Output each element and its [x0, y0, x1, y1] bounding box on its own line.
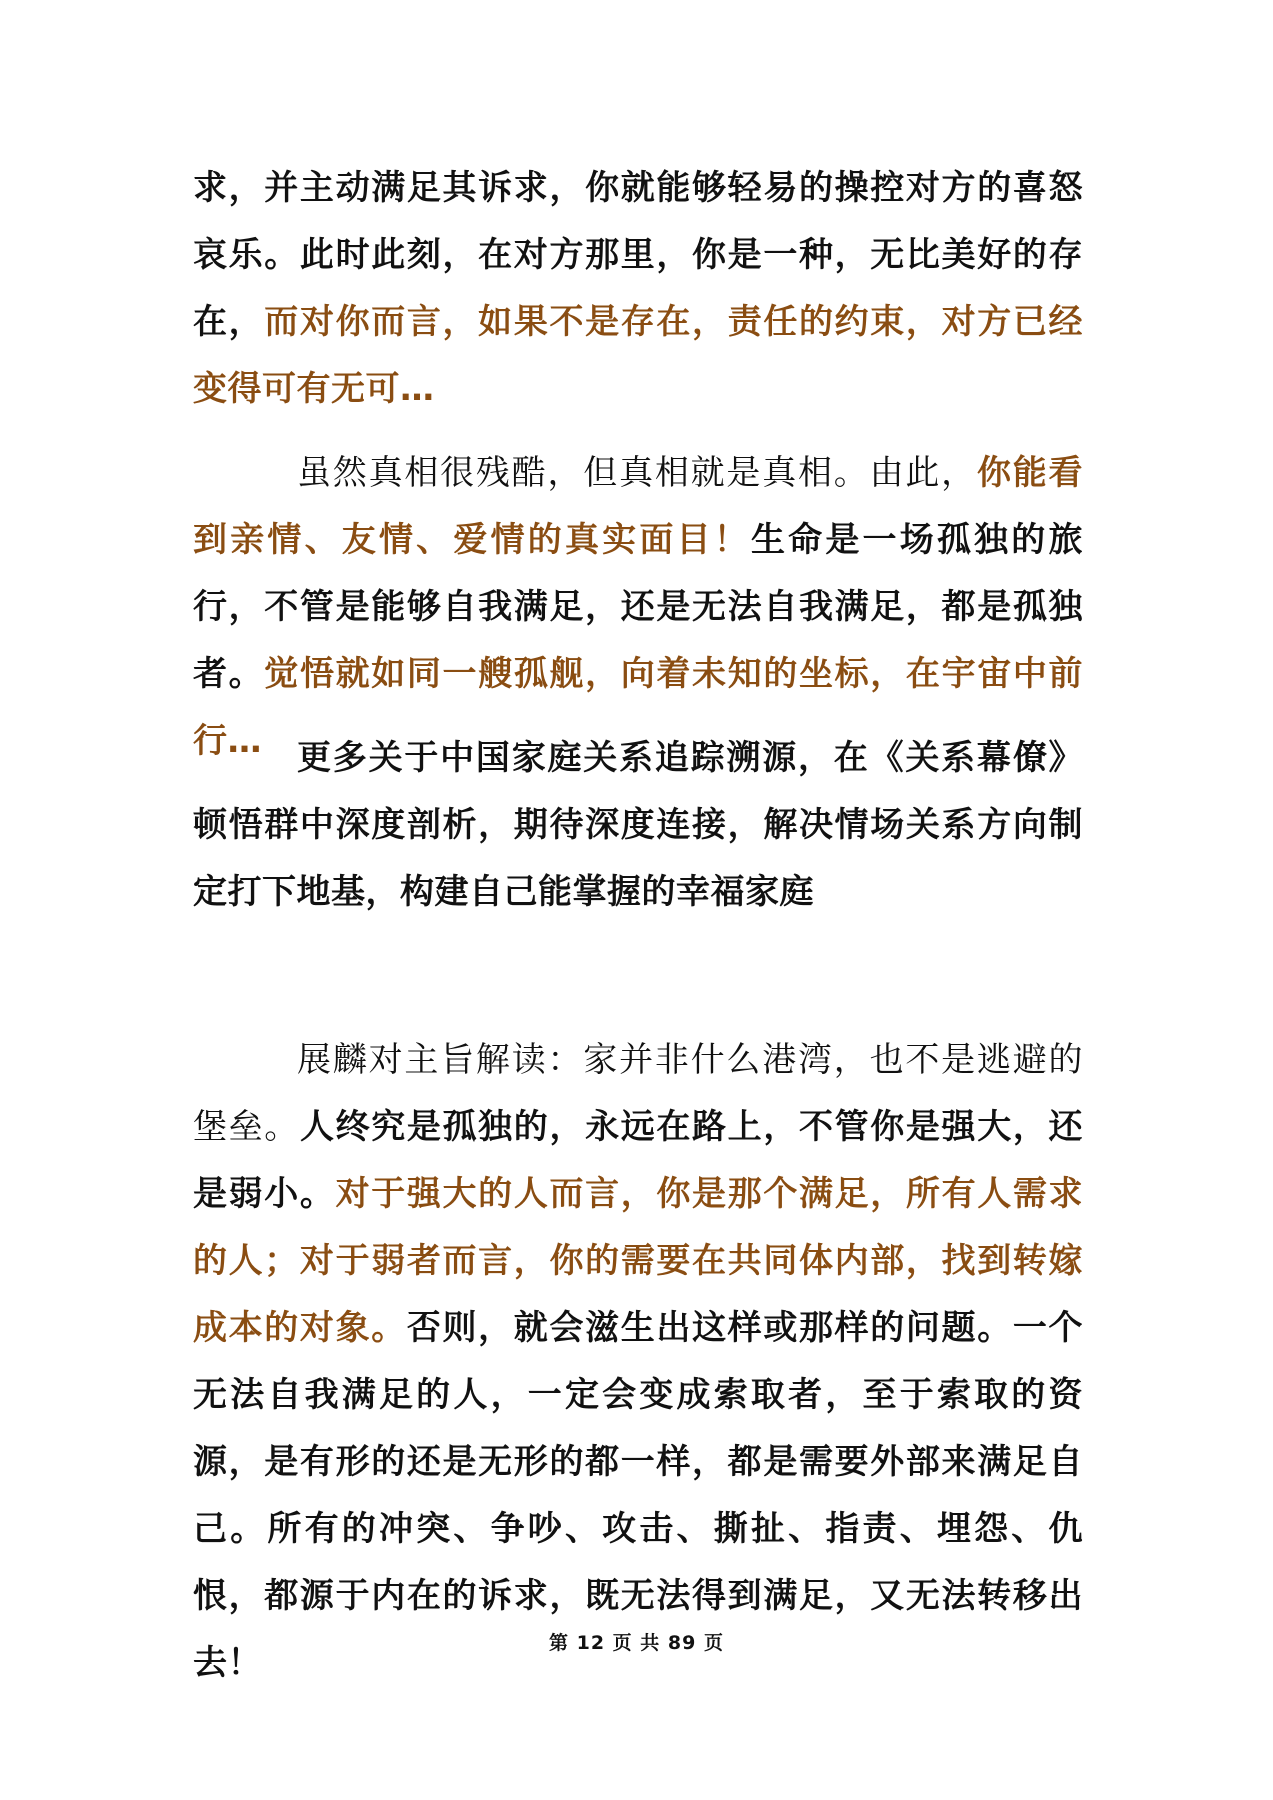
text-segment: 展麟对主旨解读：家并非什么港湾，也不是逃避的堡垒。: [193, 1040, 1083, 1147]
highlight-segment: 你能看到亲情、友情、爱情的真实面目！: [193, 453, 1084, 560]
page-number-footer: 第 12 页 共 89 页: [549, 1632, 724, 1654]
highlight-segment: 对于强大的人而言，你是那个满足，所有人需求的人；对于弱者而言，你的需要在共同体内部，找到转嫁成本的对象。: [193, 1174, 1084, 1348]
text-segment: 人终究是孤独的，永远在路上，不管你是强大，还是弱小。: [193, 1107, 1083, 1214]
text-segment: 求，并主动满足其诉求，你就能够轻易的操控对方的喜怒哀乐。此时此刻，在对方那里，你是一种，无比美好的存在，: [193, 168, 1083, 342]
paragraph-3: [193, 725, 1083, 926]
text-segment: 虽然真相很残酷，但真相就是真相。由此，: [297, 453, 977, 493]
highlight-segment: 而对你而言，如果不是存在，责任的约束，对方已经变得可有无可…: [193, 302, 1084, 409]
text-segment: 否则，就会滋生出这样或那样的问题。一个无法自我满足的人，一定会变成索取者，至于索取的资源，是有形的还是无形的都一样，都是需要外部来满足自己。所有的冲突、争吵、攻击、撕扯、指责、埋怨、仇恨，都源于内在的诉求，既无法得到满足，又无法转移出去！: [193, 1308, 1083, 1683]
text-segment: 生命是一场孤独的旅行，不管是能够自我满足，还是无法自我满足，都是孤独者。: [193, 520, 1084, 694]
paragraph-4: [193, 1027, 1083, 1697]
paragraph-1: [193, 155, 1083, 423]
highlight-segment: 觉悟就如同一艘孤舰，向着未知的坐标，在宇宙中前行…: [193, 654, 1084, 761]
text-segment: 更多关于中国家庭关系追踪溯源，在《关系幕僚》顿悟群中深度剖析，期待深度连接，解决情场关系方向制定打下地基，构建自己能掌握的幸福家庭: [193, 738, 1083, 912]
